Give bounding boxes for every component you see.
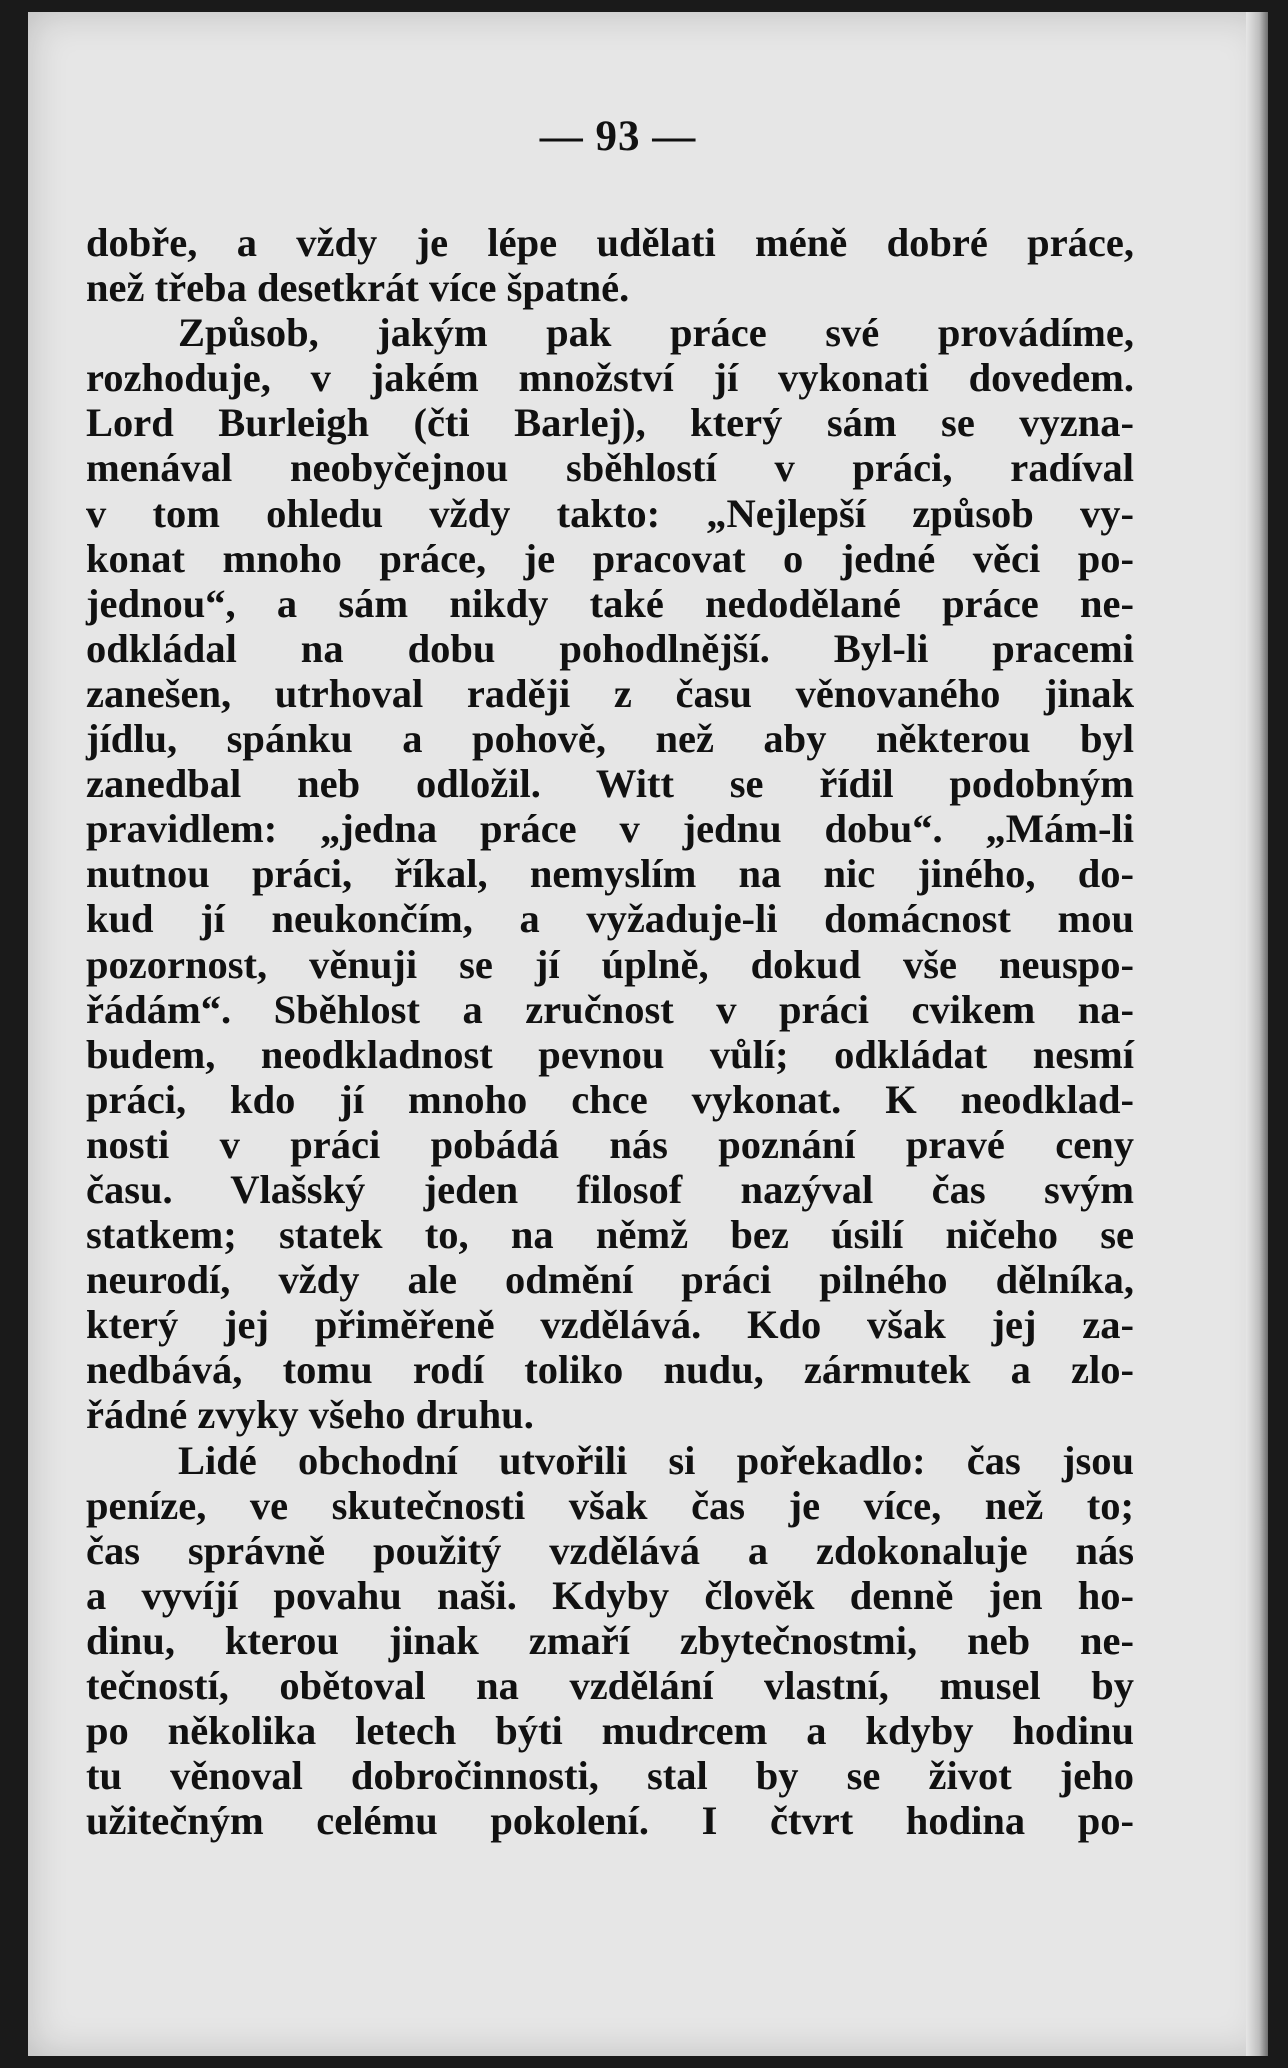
- text-line: nutnou práci, říkal, nemyslím na nic jiného, do-: [86, 851, 1134, 897]
- text-line: řádné zvyky všeho druhu.: [86, 1392, 534, 1438]
- body-text: [86, 220, 1134, 1843]
- book-page: [28, 12, 1268, 2056]
- text-line: tu věnoval dobročinnosti, stal by se život jeho: [86, 1753, 1134, 1799]
- text-line: zanešen, utrhoval raději z času věnovaného jinak: [86, 670, 1134, 716]
- text-line: rozhoduje, v jakém množství jí vykonati dovedem.: [86, 355, 1134, 401]
- text-line: Způsob, jakým pak práce své provádíme,: [178, 310, 1134, 356]
- text-line: pozornost, věnuji se jí úplně, dokud vše neuspo-: [86, 941, 1134, 987]
- text-line: než třeba desetkrát více špatné.: [86, 265, 630, 311]
- text-line: Lord Burleigh (čti Barlej), který sám se vyzna-: [86, 400, 1134, 446]
- text-line: po několika letech býti mudrcem a kdyby hodinu: [86, 1708, 1134, 1754]
- text-line: užitečným celému pokolení. I čtvrt hodina po-: [86, 1798, 1134, 1844]
- text-line: a vyvíjí povahu naši. Kdyby člověk denně jen ho-: [86, 1572, 1134, 1618]
- text-line: řádám“. Sběhlost a zručnost v práci cvikem na-: [86, 986, 1134, 1032]
- text-line: dobře, a vždy je lépe udělati méně dobré práce,: [86, 220, 1134, 265]
- page-number: — 93 —: [539, 113, 697, 160]
- text-line: pravidlem: „jedna práce v jednu dobu“. „Mám-li: [86, 806, 1134, 852]
- text-line: který jej přiměřeně vzdělává. Kdo však jej za-: [86, 1302, 1134, 1348]
- text-line: statkem; statek to, na němž bez úsilí ničeho se: [86, 1212, 1134, 1258]
- text-line: v tom ohledu vždy takto: „Nejlepší způsob vy-: [86, 490, 1134, 536]
- text-line: tečností, obětoval na vzdělání vlastní, musel by: [86, 1663, 1134, 1708]
- text-line: jednou“, a sám nikdy také nedodělané práce ne-: [86, 580, 1134, 626]
- text-line: práci, kdo jí mnoho chce vykonat. K neodklad-: [86, 1076, 1134, 1122]
- text-line: dinu, kterou jinak zmaří zbytečnostmi, neb ne-: [86, 1617, 1134, 1663]
- page-edge-shadow: [1246, 12, 1268, 2056]
- text-line: zanedbal neb odložil. Witt se řídil podobným: [86, 761, 1134, 807]
- text-line: kud jí neukončím, a vyžaduje-li domácnost mou: [86, 896, 1134, 942]
- text-line: odkládal na dobu pohodlnější. Byl-li pracemi: [86, 625, 1134, 671]
- text-line: neurodí, vždy ale odmění práci pilného dělníka,: [86, 1257, 1134, 1303]
- text-line: Lidé obchodní utvořili si pořekadlo: čas jsou: [178, 1437, 1134, 1483]
- text-line: nosti v práci pobádá nás poznání pravé ceny: [86, 1121, 1134, 1167]
- text-line: nedbává, tomu rodí toliko nudu, zármutek a zlo-: [86, 1347, 1134, 1393]
- text-line: času. Vlašský jeden filosof nazýval čas svým: [86, 1166, 1134, 1212]
- text-line: jídlu, spánku a pohově, než aby některou byl: [86, 716, 1134, 762]
- text-line: menával neobyčejnou sběhlostí v práci, radíval: [86, 445, 1134, 491]
- text-line: peníze, ve skutečnosti však čas je více, než to;: [86, 1482, 1134, 1528]
- text-line: konat mnoho práce, je pracovat o jedné věci po-: [86, 535, 1134, 581]
- text-line: budem, neodkladnost pevnou vůlí; odkládat nesmí: [86, 1031, 1134, 1077]
- text-line: čas správně použitý vzdělává a zdokonaluje nás: [86, 1527, 1134, 1573]
